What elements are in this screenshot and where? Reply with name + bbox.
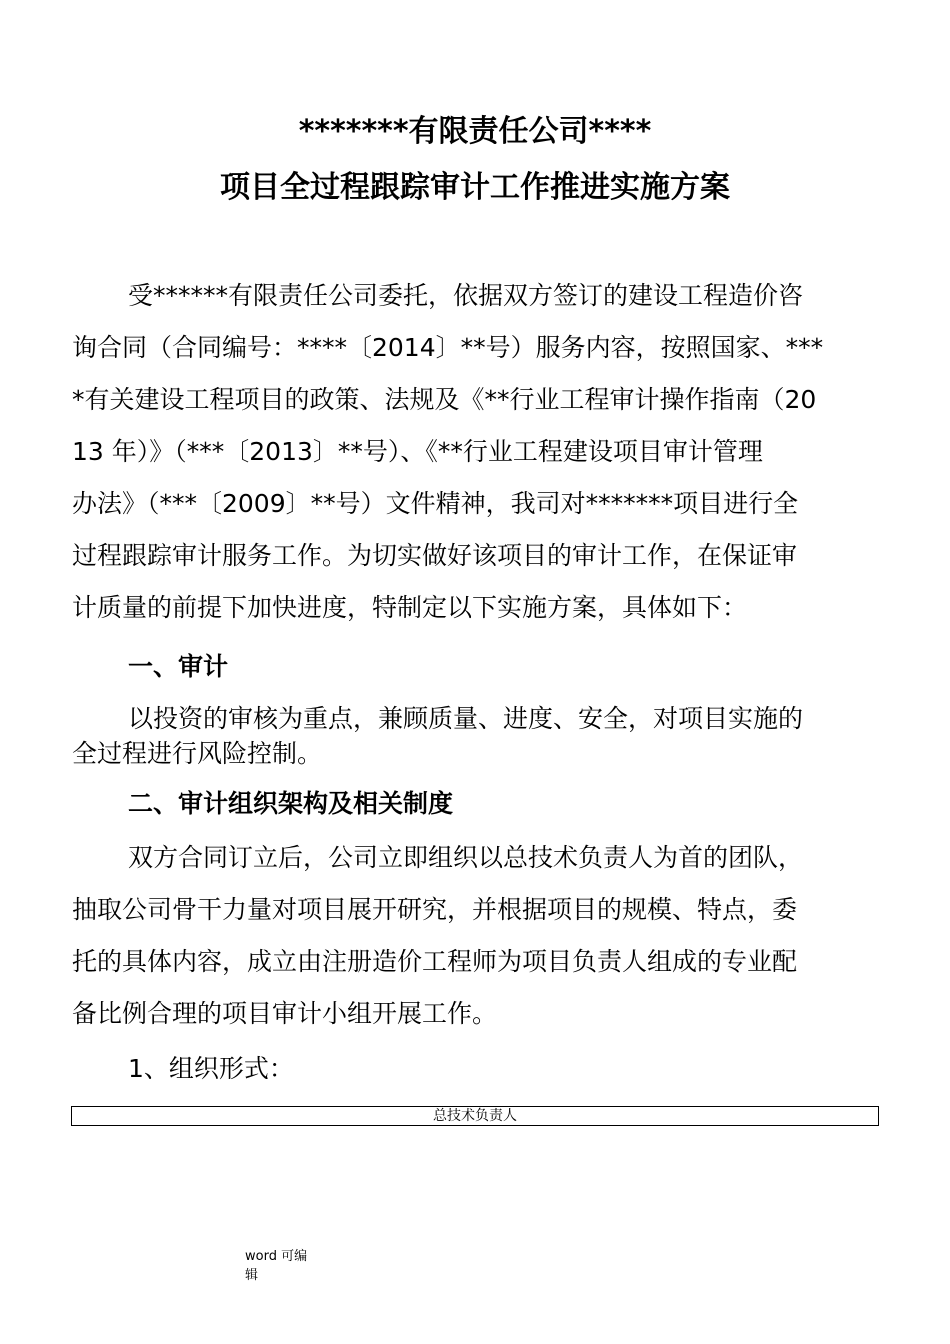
- document-title-plan: 项目全过程跟踪审计工作推进实施方案: [220, 170, 730, 205]
- footer-note: word 可编: [245, 1249, 308, 1264]
- section-1-heading: 一、审计: [128, 652, 229, 681]
- intro-line: 办法》（***〔2009〕**号）文件精神，我司对*******项目进行全: [72, 489, 799, 518]
- section-2-line: 备比例合理的项目审计小组开展工作。: [72, 999, 498, 1028]
- intro-line: 13 年）》（***〔2013〕**号）、《**行业工程建设项目审计管理: [72, 437, 763, 466]
- intro-line: 计质量的前提下加快进度，特制定以下实施方案，具体如下：: [72, 593, 748, 622]
- intro-line: 受******有限责任公司委托，依据双方签订的建设工程造价咨: [128, 281, 804, 310]
- section-1-line: 以投资的审核为重点，兼顾质量、进度、安全，对项目实施的: [128, 704, 804, 733]
- footer-note: 辑: [245, 1268, 259, 1283]
- section-2-line: 抽取公司骨干力量对项目展开研究，并根据项目的规模、特点，委: [72, 895, 798, 924]
- document-title-company: *******有限责任公司****: [298, 114, 652, 149]
- section-2-heading: 二、审计组织架构及相关制度: [128, 789, 454, 818]
- section-2-line: 托的具体内容，成立由注册造价工程师为项目负责人组成的专业配: [72, 947, 798, 976]
- org-chart-top-box: 总技术负责人: [71, 1106, 879, 1126]
- intro-line: *有关建设工程项目的政策、法规及《**行业工程审计操作指南（20: [72, 385, 817, 414]
- intro-line: 过程跟踪审计服务工作。为切实做好该项目的审计工作，在保证审: [72, 541, 798, 570]
- section-1-line: 全过程进行风险控制。: [72, 739, 323, 768]
- intro-line: 询合同（合同编号：****〔2014〕**号）服务内容，按照国家、***: [72, 333, 824, 362]
- section-2-line: 双方合同订立后，公司立即组织以总技术负责人为首的团队，: [128, 843, 804, 872]
- section-2-subheading: 1、组织形式：: [128, 1054, 294, 1083]
